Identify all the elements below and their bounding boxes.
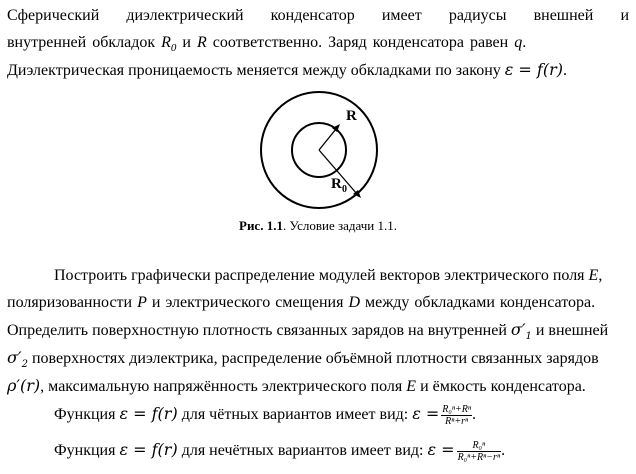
paragraph1-line3-text-b: . (562, 62, 567, 79)
max-field-symbol-E: E (406, 378, 417, 395)
paragraph2-line2 (7, 293, 629, 313)
paragraph2-line4 (7, 348, 629, 375)
odd-variant-text-a: Функция (54, 442, 120, 460)
even-variant-eps: ε = (412, 404, 440, 424)
paragraph2-line1 (54, 266, 629, 286)
paragraph2-line2-text-b: и электрического смещения (146, 294, 349, 311)
odd-variant-line (54, 440, 629, 463)
even-variant-formula: ε = f(r) (119, 404, 178, 424)
paragraph1-line1 (7, 6, 629, 26)
paragraph2-line5 (7, 376, 629, 397)
sigma2-letter: σ′ (7, 348, 22, 367)
sigma1-symbol (510, 320, 532, 343)
odd-variant-formula: ε = f(r) (119, 440, 178, 460)
charge-symbol: q (514, 34, 523, 51)
odd-fraction-numerator: R₀ⁿ (457, 440, 502, 452)
outer-radius-label-subscript: 0 (342, 184, 347, 195)
even-fraction-denominator: Rⁿ+rⁿ (445, 416, 469, 427)
capacitor-figure (254, 90, 384, 210)
radius-outer-symbol (161, 34, 177, 55)
odd-variant-eps: ε = (427, 440, 455, 460)
sigma1-subscript: 1 (525, 331, 532, 343)
odd-variant-text-b: для нечётных вариантов имеет вид: (177, 442, 428, 460)
permittivity-formula: ε = f(r) (504, 60, 563, 79)
sigma1-letter: σ′ (510, 320, 526, 339)
r0-subscript: 0 (170, 42, 177, 55)
displacement-symbol-D: D (348, 294, 360, 311)
inner-radius-label: R (346, 108, 357, 124)
rho-symbol: ρ′(r) (7, 376, 41, 395)
odd-variant-end: . (501, 442, 506, 460)
paragraph1-line2-text-b: и (176, 34, 197, 51)
figure-caption (0, 218, 636, 234)
paragraph2-line5-text-a: , максимальную напряжённость электрического поля (40, 378, 407, 395)
r0-letter: R (161, 34, 171, 51)
radius-inner-symbol: R (196, 34, 207, 51)
paragraph1-line1-text: Сферический диэлектрический конденсатор имеет радиусы внешней и (7, 7, 629, 24)
paragraph1-line3 (7, 60, 629, 81)
paragraph2-line3-text-a: Определить поверхностную плотность связанных зарядов на внутренней (7, 322, 511, 339)
paragraph2-line1-text-a: Построить графически распределение модулей векторов электрического поля (54, 267, 589, 284)
polarization-symbol-P: P (137, 294, 147, 311)
sigma2-symbol (7, 348, 28, 371)
field-symbol-E: E (588, 267, 599, 284)
paragraph2-line3 (7, 320, 629, 347)
outer-radius-label: R (331, 176, 342, 192)
paragraph2-line3-text-b: и внешней (531, 322, 609, 339)
odd-variant-fraction (457, 440, 502, 463)
even-fraction-numerator: R₀ⁿ+Rⁿ (442, 404, 472, 415)
paragraph2-line2-text-c: между обкладками конденсатора. (360, 294, 596, 311)
paragraph2-line4-text: поверхностях диэлектрика, распределение объёмной плотности связанных зарядов (27, 350, 599, 367)
even-variant-fraction (441, 404, 472, 427)
odd-fraction-denominator: R₀ⁿ+Rⁿ−rⁿ (457, 452, 501, 463)
paragraph2-line5-text-b: и ёмкость конденсатора. (416, 378, 586, 395)
sigma2-subscript: 2 (21, 359, 28, 371)
paragraph2-line1-text-b: , (598, 267, 603, 284)
inner-radius-arrow (319, 129, 336, 150)
even-variant-line (54, 404, 629, 427)
figure-caption-number: Рис. 1.1 (239, 218, 283, 233)
paragraph1-line2-text-a: внутренней обкладок (7, 34, 162, 51)
even-variant-end: . (472, 406, 477, 424)
even-variant-text-b: для чётных вариантов имеет вид: (177, 406, 413, 424)
paragraph2-line2-text-a: поляризованности (7, 294, 138, 311)
paragraph1-line3-text-a: Диэлектрическая проницаемость меняется между обкладками по закону (7, 62, 505, 79)
paragraph1-line2 (7, 33, 629, 53)
figure-caption-text: . Условие задачи 1.1. (282, 218, 397, 233)
paragraph1-line2-text-d: . (522, 34, 527, 51)
paragraph1-line2-text-c: соответственно. Заряд конденсатора равен (206, 34, 515, 51)
even-variant-text-a: Функция (54, 406, 120, 424)
